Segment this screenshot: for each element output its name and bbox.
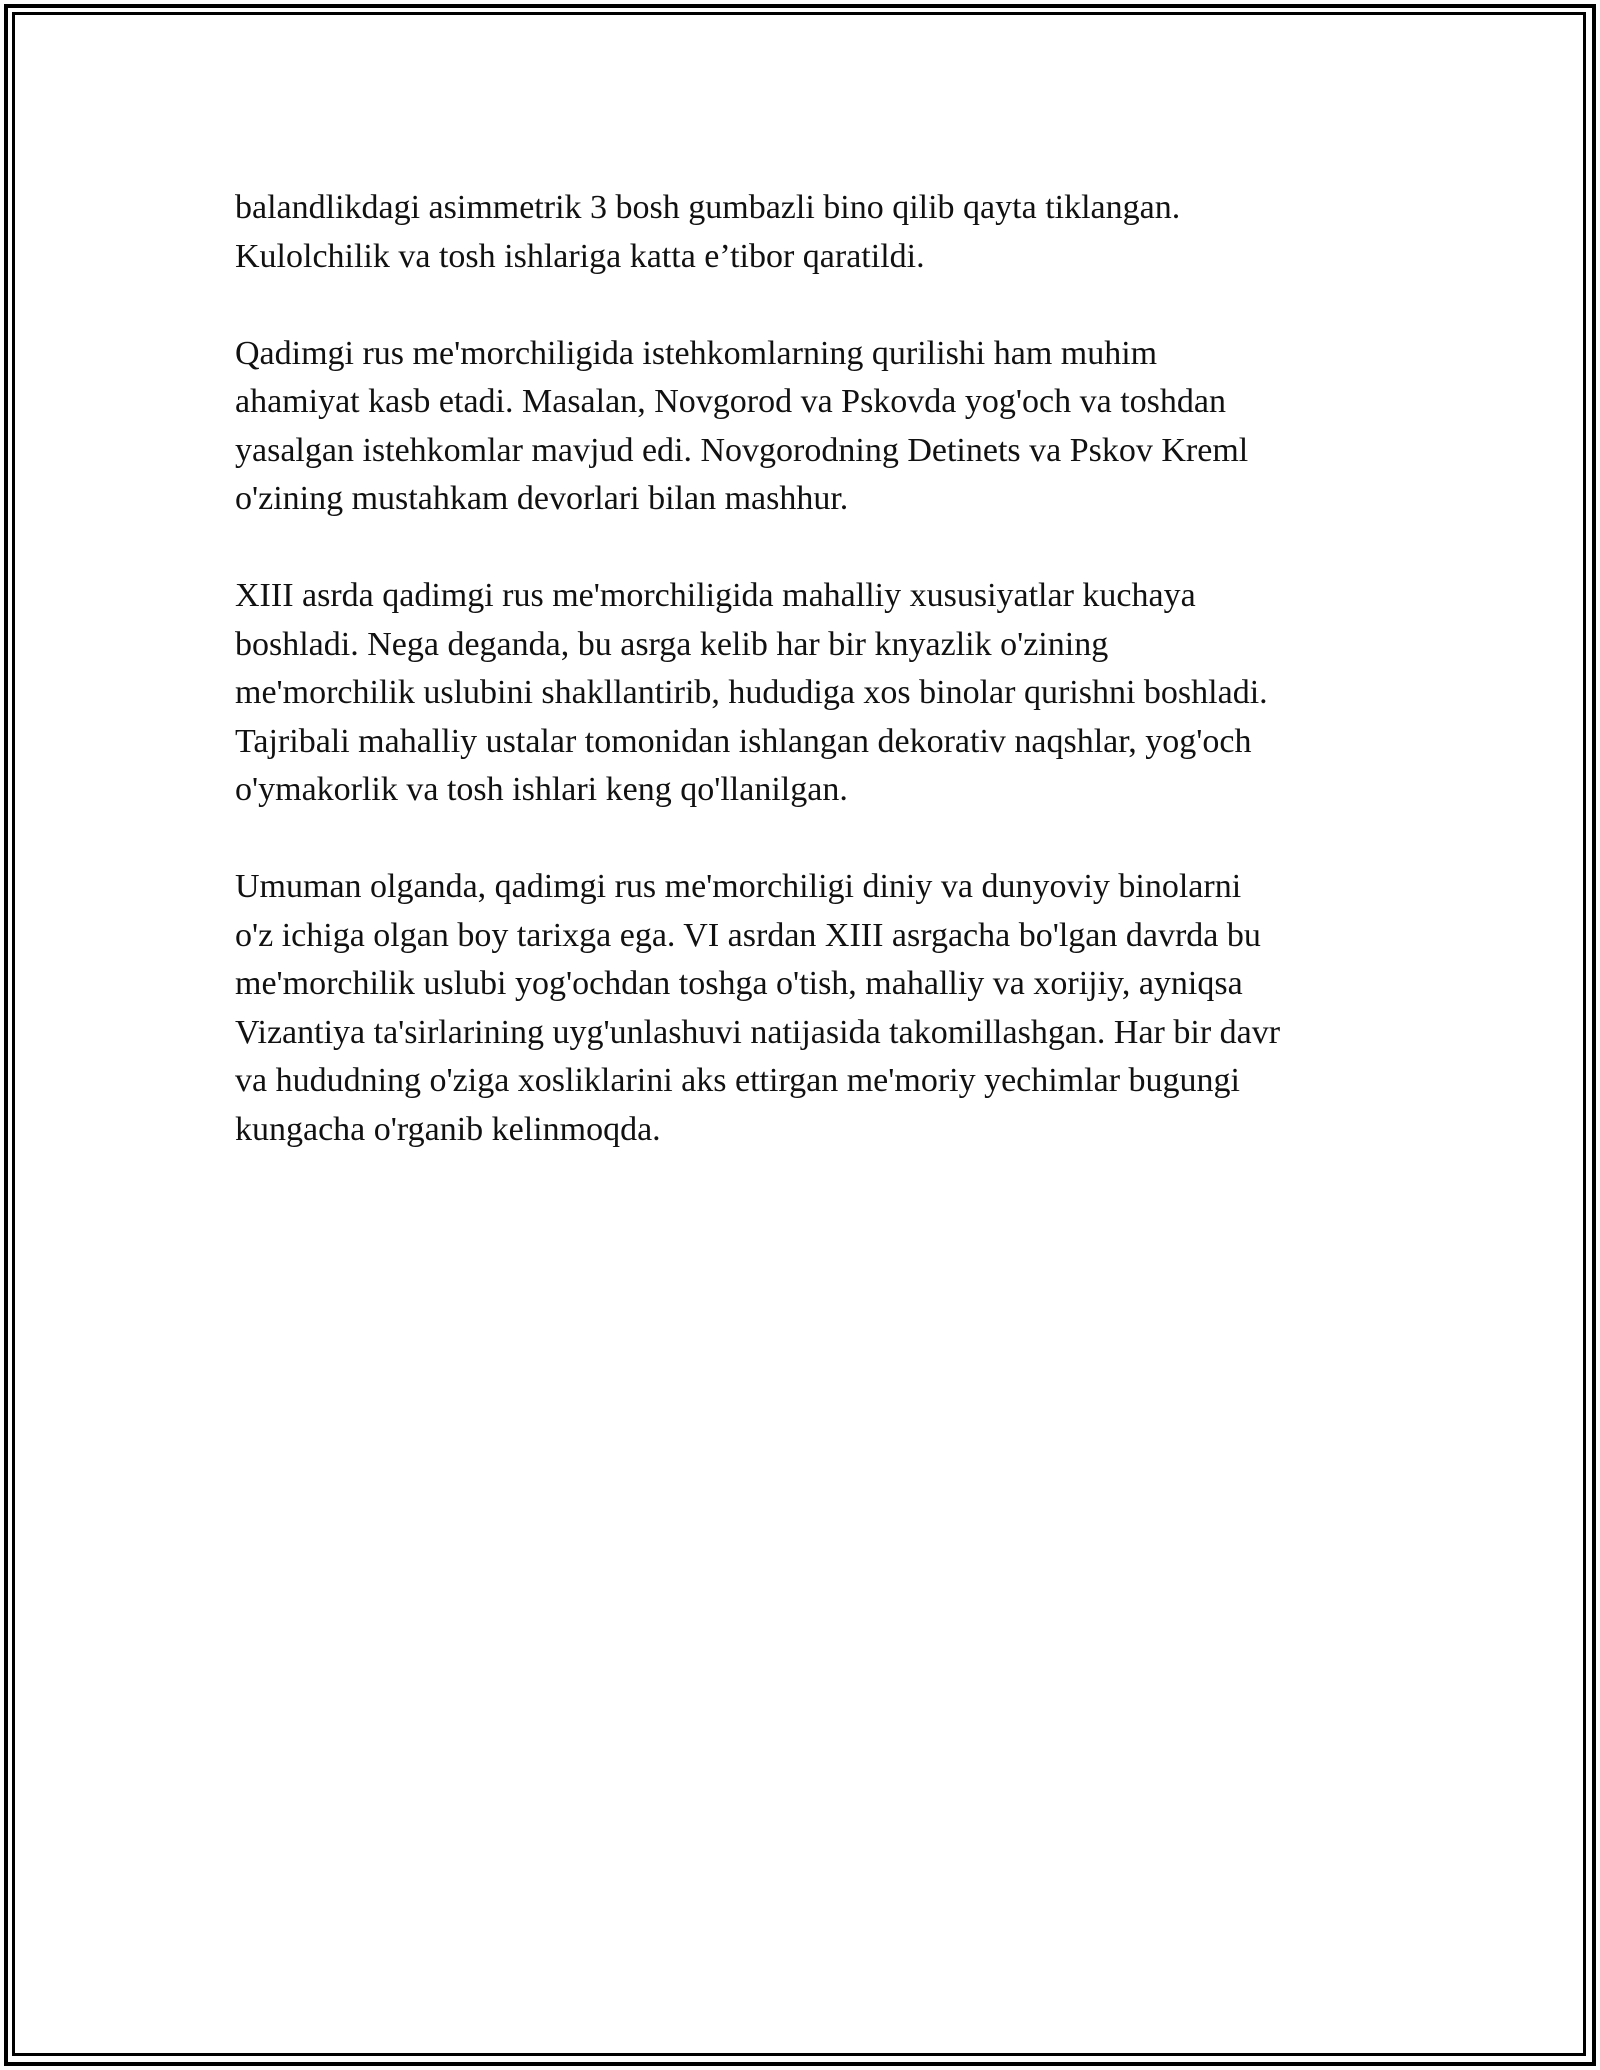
text-line: Umuman olganda, qadimgi rus me'morchiligi diniy va dunyoviy binolarni: [235, 868, 1242, 905]
text-line: Tajribali mahalliy ustalar tomonidan ishlangan dekorativ naqshlar, yog'och: [235, 722, 1252, 760]
document-body: [235, 184, 1385, 1203]
text-line: va hududning o'ziga xosliklarini aks ettirgan me'moriy yechimlar bugungi: [235, 1062, 1240, 1099]
text-line: o'zining mustahkam devorlari bilan mashhur.: [235, 480, 849, 517]
paragraph-2: [235, 330, 1385, 524]
text-line: Kulolchilik va tosh ishlariga katta e’tibor qaratildi.: [235, 237, 925, 275]
text-line: me'morchilik uslubi yog'ochdan toshga o'tish, mahalliy va xorijiy, ayniqsa: [235, 965, 1243, 1002]
paragraph-4: [235, 863, 1385, 1154]
text-line: o'ymakorlik va tosh ishlari keng qo'llanilgan.: [235, 771, 848, 808]
text-line: XIII asrda qadimgi rus me'morchiligida mahalliy xususiyatlar kuchaya: [235, 577, 1196, 614]
text-line: boshladi. Nega deganda, bu asrga kelib har bir knyazlik o'zining: [235, 625, 1109, 663]
text-line: Qadimgi rus me'morchiligida istehkomlarning qurilishi ham muhim: [235, 334, 1158, 372]
text-line: ahamiyat kasb etadi. Masalan, Novgorod va Pskovda yog'och va toshdan: [235, 383, 1226, 420]
text-line: kungacha o'rganib kelinmoqda.: [235, 1110, 661, 1148]
text-line: yasalgan istehkomlar mavjud edi. Novgorodning Detinets va Pskov Kreml: [235, 431, 1249, 469]
paragraph-1: [235, 184, 1385, 281]
text-line: balandlikdagi asimmetrik 3 bosh gumbazli bino qilib qayta tiklangan.: [235, 189, 1181, 226]
paragraph-3: [235, 572, 1385, 815]
text-line: Vizantiya ta'sirlarining uyg'unlashuvi natijasida takomillashgan. Har bir davr: [235, 1013, 1281, 1051]
text-line: me'morchilik uslubini shakllantirib, hududiga xos binolar qurishni boshladi.: [235, 674, 1268, 711]
text-line: o'z ichiga olgan boy tarixga ega. VI asrdan XIII asrgacha bo'lgan davrda bu: [235, 916, 1261, 954]
